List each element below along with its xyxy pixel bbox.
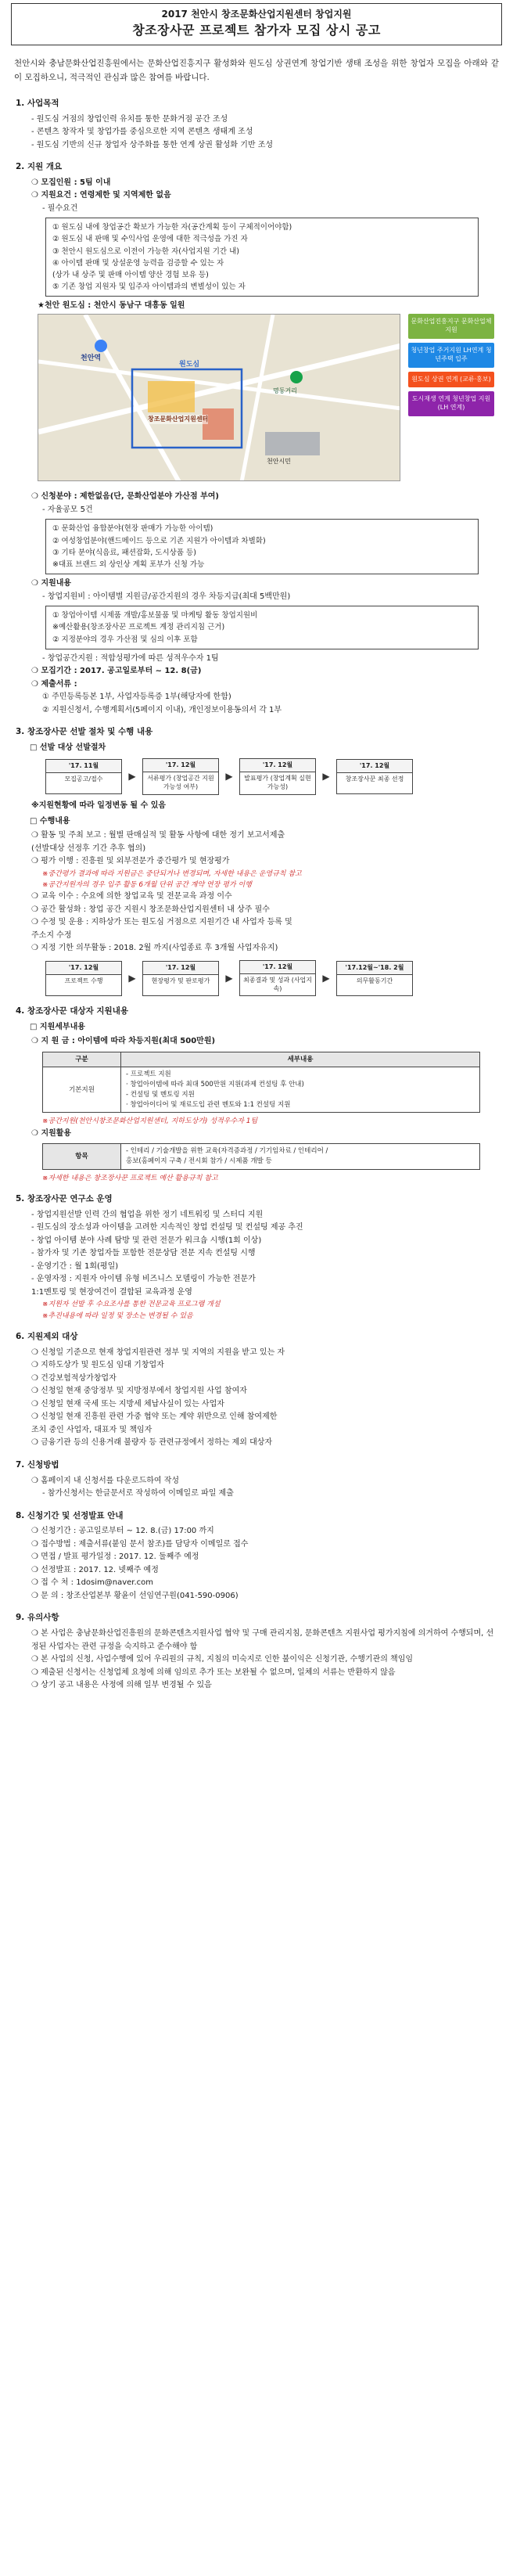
req-item: ② 원도심 내 판매 및 수익사업 운영에 대한 적극성을 가진 자 — [52, 235, 248, 244]
flow-step — [142, 758, 219, 795]
flow-step — [142, 961, 219, 996]
flow-step — [336, 759, 413, 794]
s6-item: ❍ 신청일 현재 진흥원 관련 가중 협약 또는 계약 위반으로 인해 참여제한 — [31, 1412, 278, 1422]
s8-item: ❍ 선정발표 : 2017. 12. 넷째주 예정 — [31, 1565, 159, 1574]
flow-step-date: '17. 12월 — [46, 962, 121, 975]
s1-item: - 원도심 기반의 신규 창업자 상주화를 통한 연계 상권 활성화 기반 조성 — [31, 140, 274, 149]
s4-red-note: ※공간지원(천안시창조문화산업지원센터, 지하도상가) 성적우수자 1팀 — [42, 1117, 258, 1126]
section-2-title: 2. 지원 개요 — [16, 162, 63, 171]
flow-step-date: '17. 12월 — [240, 961, 315, 974]
map-label: 창조문화산업지원센터 — [148, 416, 209, 423]
req-item: ⑤ 기존 창업 지원자 및 입주자 아이템과의 변별성이 있는 자 — [52, 282, 246, 292]
s8-item: ❍ 신청기간 : 공고일로부터 ~ 12. 8.(금) 17:00 까지 — [31, 1527, 214, 1536]
s5-item: - 창업지원선발 인력 간의 협업을 위한 정기 네트워킹 및 스터디 지원 — [31, 1210, 264, 1219]
side-panel: 청년창업 주거지원 LH연계 청년주택 입주 — [408, 343, 494, 368]
s5-item: - 원도심의 장소성과 아이템을 고려한 지속적인 창업 컨설팅 및 컨설팅 제공 추진 — [31, 1223, 303, 1232]
s6-item: ❍ 신청일 현재 중앙정부 및 지방정부에서 창업지원 사업 참여자 — [31, 1387, 247, 1396]
s2-docs: ❍ 제출서류 : — [31, 679, 77, 689]
s4-head: □ 지원세부내용 — [30, 1023, 85, 1032]
title-line-2: 창조장사꾼 프로젝트 참가자 모집 상시 공고 — [132, 23, 381, 38]
s2-docs-1: ① 주민등록등본 1부, 사업자등록증 1부(해당자에 한함) — [42, 693, 231, 702]
s2-requirement: ❍ 지원요건 : 연령제한 및 지역제한 없음 — [31, 191, 171, 200]
s5-item: - 참가자 및 기존 창업자들 포함한 전문상담 전문 지속 컨설팅 시행 — [31, 1249, 256, 1258]
map-label: 원도심 — [179, 361, 200, 369]
requirements-box — [45, 218, 479, 297]
s3-exec-item: ❍ 교육 이수 : 수요에 의한 창업교육 및 전문교육 과정 이수 — [31, 892, 232, 901]
execution-flow — [45, 960, 502, 997]
s6-item: ❍ 금융기관 등의 신용거래 불량자 등 관련규정에서 정하는 제외 대상자 — [31, 1438, 273, 1448]
s4-red-note: ※자세한 내용은 창조장사꾼 프로젝트 예산 활용규칙 참고 — [42, 1174, 218, 1182]
map-label: 명동거리 — [273, 387, 297, 395]
s5-red-note: ※지원자 선발 후 수요조사를 통한 전문교육 프로그램 개설 — [42, 1301, 221, 1309]
s2-docs-2: ② 지원신청서, 수행계획서(5페이지 이내), 개인정보이용동의서 각 1부 — [42, 705, 282, 714]
support-item: ② 지정분야의 경우 가산점 및 심의 이후 포함 — [52, 635, 198, 644]
s5-item: - 운영자정 : 지원자 아이템 유형 비즈니스 모델링이 가능한 전문가 — [31, 1275, 256, 1284]
flow-step-label: 모집공고/접수 — [64, 775, 103, 783]
s5-item: 1:1멘토링 및 현장여건이 결합된 교육과정 운영 — [31, 1287, 192, 1297]
s2-field-sub: - 자율공모 5건 — [42, 505, 93, 514]
table-header: 항목 — [43, 1144, 121, 1170]
map-label: 천안역 — [81, 354, 102, 363]
s8-item: ❍ 접수방법 : 제출서류(붙임 문서 참조)를 담당자 이메일로 접수 — [31, 1539, 249, 1549]
map-section — [30, 300, 492, 484]
table-cell — [121, 1144, 480, 1170]
s3-select-head: □ 선발 대상 선발절차 — [30, 743, 106, 752]
arrow-right-icon: ▶ — [128, 771, 136, 783]
side-panel: 문화산업진흥지구 문화산업체 지원 — [408, 314, 494, 339]
s5-item: - 운영기간 : 월 1회(평일) — [31, 1261, 119, 1271]
s3-exec-item: ❍ 평가 이행 : 진흥원 및 외부전문가 중간평가 및 현장평가 — [31, 857, 230, 866]
s3-exec-item: ❍ 지정 기한 의무활동 : 2018. 2월 까지(사업종료 후 3개월 사업자유지) — [31, 944, 278, 953]
flow-step-label: 창조장사꾼 최종 선정 — [345, 775, 404, 783]
s2-content-sub: - 창업지원비 : 아이템별 지원금/공간지원의 경우 차등지급(최대 5백만원) — [42, 592, 291, 601]
map-title: ★천안 원도심 : 천안시 동남구 대흥동 일원 — [38, 301, 185, 311]
field-item: ② 여성창업분야(핸드메이드 등으로 기존 지원가 아이템과 차별화) — [52, 536, 266, 545]
usage-table — [42, 1143, 480, 1170]
s2-recruit: ❍ 모집인원 : 5팀 이내 — [31, 178, 111, 187]
table-line: - 프로젝트 지원 — [126, 1070, 171, 1079]
section-3-title: 3. 창조장사꾼 선발 절차 및 수행 내용 — [16, 727, 153, 737]
section-8-title: 8. 신청기간 및 선정발표 안내 — [16, 1510, 124, 1520]
s3-exec-item: ❍ 공간 활성화 : 창업 공간 지원시 창조문화산업지원센터 내 상주 필수 — [31, 905, 270, 914]
s4-money: ❍ 지 원 금 : 아이템에 따라 차등지원(최대 500만원) — [31, 1037, 216, 1046]
s8-email: ❍ 접 수 처 : 1dosim@naver.com — [31, 1578, 154, 1588]
s3-exec-item: 주소지 수정 — [31, 930, 72, 940]
flow-step — [45, 961, 122, 996]
req-item: (상가 내 상주 및 판매 아이템 양산 경험 보유 등) — [52, 271, 209, 279]
side-panels — [408, 314, 494, 420]
table-line: - 컨설팅 및 멘토링 지원 — [126, 1090, 195, 1099]
support-item: ① 창업아이템 시제품 개발/홍보물품 및 마케팅 활동 창업지원비 — [52, 611, 258, 621]
table-line: - 인테리 / 기술개발을 위한 교육(자격증과정 / 기기임차료 / 인테리어 / — [126, 1147, 328, 1156]
s3-red-note: ※공간지원자의 경우 입주 활동 6개월 단위 공간 계약 연장 평가 이행 — [42, 880, 252, 889]
arrow-right-icon: ▶ — [128, 973, 136, 984]
section-9-title: 9. 유의사항 — [16, 1613, 59, 1623]
section-1-title: 1. 사업목적 — [16, 98, 59, 108]
field-item: ① 문화산업 융합분야(현장 판매가 가능한 아이템) — [52, 524, 213, 534]
flow-step-label: 프로젝트 수행 — [64, 977, 103, 984]
table-line: · 창업아이템에 따라 최대 500만원 지원(과제 컨설팅 후 안내) — [126, 1081, 304, 1089]
req-item: ③ 천안시 원도심으로 이전이 가능한 자(사업지원 기간 내) — [52, 246, 239, 256]
support-table — [42, 1052, 480, 1114]
table-line: 홍보(홈페이지 구축 / 전시회 참가 / 시제품 개발 등 — [126, 1157, 272, 1166]
arrow-right-icon: ▶ — [322, 973, 330, 984]
s2-content: ❍ 지원내용 — [31, 579, 72, 588]
side-panel: 도시재생 연계 청년창업 지원 (LH 연계) — [408, 391, 494, 416]
s5-item: - 창업 아이템 분야 사례 탐방 및 관련 전문가 워크숍 시행(1회 이상) — [31, 1236, 262, 1245]
selection-flow — [45, 758, 502, 795]
s6-item: ❍ 신청일 현재 국세 또는 지방세 체납사실이 있는 사업자 — [31, 1399, 224, 1409]
title-line-1: 2017 천안시 창조문화산업지원센터 창업지원 — [161, 9, 352, 20]
flow-step-label: 의무활동기간 — [356, 977, 393, 984]
flow-step-label: 발표평가 (창업계획 실현가능성) — [244, 774, 311, 790]
section-7-title: 7. 신청방법 — [16, 1459, 59, 1470]
arrow-right-icon: ▶ — [322, 771, 330, 783]
s8-item: ❍ 문 의 : 창조산업본부 황윤이 선임연구원(041-590-0906) — [31, 1591, 239, 1600]
s1-item: - 콘텐츠 창작자 및 창업가를 중심으로한 지역 콘텐츠 생태계 조성 — [31, 128, 253, 136]
field-item: ※대표 브랜드 외 상인상 계획 포부가 신청 가능 — [52, 559, 205, 569]
section-6-title: 6. 지원제외 대상 — [16, 1332, 78, 1342]
s8-item: ❍ 면접 / 발표 평가일정 : 2017. 12. 둘째주 예정 — [31, 1552, 199, 1562]
s4-other-head: ❍ 지원활용 — [31, 1128, 72, 1138]
s3-exec-item: (선발대상 선정후 기간 추후 협의) — [31, 844, 146, 853]
s6-item: ❍ 건강보험적상가창업자 — [31, 1373, 117, 1383]
flow-step-date: '17.12월~'18. 2월 — [337, 962, 412, 975]
flow-step — [239, 758, 316, 795]
s9-item: ❍ 상기 공고 내용은 사정에 의해 일부 변경될 수 있음 — [31, 1681, 212, 1690]
s2-field: ❍ 신청분야 : 제한없음(단, 문화산업분야 가산점 부여) — [31, 492, 219, 502]
s3-exec-item: ❍ 수정 및 운용 : 지하상가 또는 원도심 거점으로 지원기간 내 사업자 등록 및 — [31, 918, 292, 927]
title-box — [11, 3, 502, 45]
section-5-title: 5. 창조장사꾼 연구소 운영 — [16, 1194, 113, 1204]
table-header: 세부내용 — [121, 1052, 480, 1067]
flow-step-date: '17. 12월 — [143, 962, 218, 975]
table-cell: 기본지원 — [43, 1067, 121, 1113]
s3-red1: ※지원현황에 따라 일정변동 될 수 있음 — [31, 801, 167, 810]
map-graphic — [38, 315, 400, 481]
s2-space: - 창업공간지원 : 적합성평가에 따른 성적우수자 1팀 — [42, 653, 219, 663]
flow-step-date: '17. 12월 — [337, 760, 412, 773]
flow-step — [239, 960, 316, 997]
support-item: ※예산활용(창조장사꾼 프로젝트 계정 관리지침 근거) — [52, 623, 225, 632]
flow-step-date: '17. 12월 — [240, 759, 315, 772]
flow-step-label: 최종결과 및 성과 (사업지속) — [242, 976, 313, 992]
s9-item: ❍ 제출된 신청서는 신청업체 요청에 의해 임의로 추가 또는 보완될 수 없으며, 일체의 서류는 반환하지 않음 — [31, 1668, 396, 1677]
s6-item: ❍ 신청일 기준으로 현재 창업지원관련 정부 및 지역의 지원을 받고 있는 자 — [31, 1347, 285, 1357]
s5-red-note: ※추진내용에 따라 일정 및 장소는 변경될 수 있음 — [42, 1311, 193, 1320]
flow-step — [336, 961, 413, 996]
map-label: 천안시민 — [267, 458, 291, 466]
flow-step — [45, 759, 122, 794]
s7-item: ❍ 홈페이지 내 신청서를 다운로드하여 작성 — [31, 1476, 180, 1485]
flow-step-label: 서류평가 (창업공간 지원가능성 여부) — [147, 774, 214, 790]
side-panel: 원도심 상권 연계 (교류·홍보) — [408, 372, 494, 388]
s6-item: 조치 중인 사업자, 대표자 및 책임자 — [31, 1425, 152, 1434]
flow-step-date: '17. 12월 — [143, 759, 218, 772]
s1-item: - 원도심 거점의 창업인력 유치를 통한 문화거점 공간 조성 — [31, 114, 228, 124]
table-header: 구분 — [43, 1052, 121, 1067]
s6-item: ❍ 지하도상가 및 원도심 임대 기창업자 — [31, 1361, 164, 1370]
field-item: ③ 기타 분야(식음료, 패션잡화, 도시상품 등) — [52, 548, 196, 557]
s2-must: - 필수요건 — [42, 203, 78, 213]
arrow-right-icon: ▶ — [225, 973, 233, 984]
intro-paragraph: 천안시와 충남문화산업진흥원에서는 문화산업진흥지구 활성화와 원도심 상권연계 창업기반 생태 조성을 위한 창업자 모집을 아래와 같이 모집하오니, 적극적인 관심과 많은 참여를 바랍니다. — [14, 59, 499, 83]
table-line: · 창업아이디어 및 재료도입 관련 멘토와 1:1 컨설팅 지원 — [126, 1100, 291, 1109]
area-map — [38, 314, 400, 481]
s3-red-note: ※중간평가 결과에 따라 지원금은 중단되거나 변경되며, 자세한 내용은 운영규칙 참고 — [42, 869, 302, 878]
s9-item: ❍ 본 사업의 신청, 사업수행에 있어 우리원의 규칙, 지침의 미숙지로 인한 불이익은 신청기관, 수행기관의 책임임 — [31, 1655, 414, 1664]
flow-step-date: '17. 11월 — [46, 760, 121, 773]
s7-item: - 참가신청서는 한글문서로 작성하여 이메일로 파일 제출 — [42, 1489, 234, 1498]
flow-step-label: 현장평가 및 판로평가 — [151, 977, 210, 984]
section-4-title: 4. 창조장사꾼 대상자 지원내용 — [16, 1006, 128, 1016]
table-cell — [121, 1067, 480, 1113]
s3-exec-item: ❍ 활동 및 주최 보고 : 월별 판매실적 및 활동 사항에 대한 정기 보고서제출 — [31, 831, 285, 840]
s2-period: ❍ 모집기간 : 2017. 공고일로부터 ~ 12. 8(금) — [31, 667, 202, 676]
req-item: ④ 아이템 판매 및 상설운영 능력을 검증할 수 있는 자 — [52, 258, 224, 268]
s3-exec-head: □ 수행내용 — [30, 817, 70, 826]
s9-item: ❍ 본 사업은 충남문화산업진흥원의 문화콘텐츠지원사업 협약 및 구매 관리지침, 문화콘텐츠 지원사업 평가지침에 의거하여 수행되며, 선정된 사업자는 관련 규정을 숙지하고 준수해야 함 — [31, 1629, 494, 1651]
support-box — [45, 606, 479, 649]
req-item: ① 원도심 내에 창업공간 확보가 가능한 자(공간계획 등이 구체적이어야함) — [52, 223, 292, 232]
arrow-right-icon: ▶ — [225, 771, 233, 783]
field-box — [45, 519, 479, 574]
